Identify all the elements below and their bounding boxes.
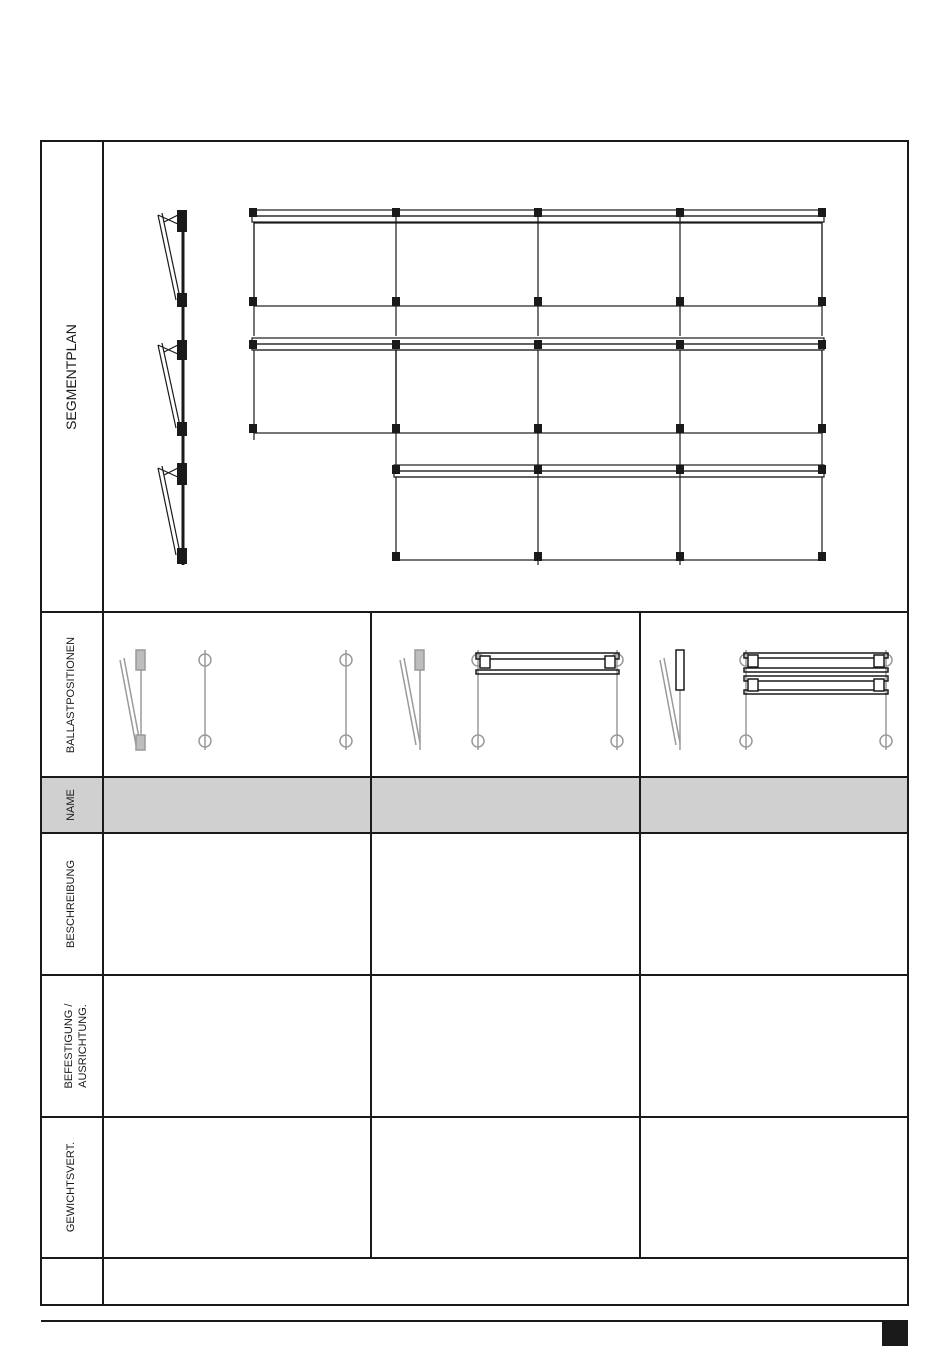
beschreibung-cell-3[interactable] bbox=[641, 834, 907, 974]
solar-array-plan-diagram bbox=[249, 208, 826, 565]
label-name: NAME bbox=[65, 789, 77, 821]
page-corner-marker bbox=[882, 1322, 908, 1346]
befestigung-cell-3[interactable] bbox=[641, 976, 907, 1116]
ballast-layout-single-icon bbox=[120, 650, 352, 750]
befestigung-cell-1[interactable] bbox=[104, 976, 370, 1116]
label-befestigung-line2: AUSRICHTUNG. bbox=[77, 1004, 89, 1088]
label-ballastpositionen: BALLASTPOSITIONEN bbox=[65, 636, 77, 754]
label-befestigung-line1: BEFESTIGUNG / bbox=[63, 1003, 75, 1089]
plan-row-3 bbox=[394, 465, 824, 565]
befestigung-cell-2[interactable] bbox=[372, 976, 639, 1116]
beschreibung-cell-2[interactable] bbox=[372, 834, 639, 974]
gewicht-cell-2[interactable] bbox=[372, 1118, 639, 1257]
ballast-layout-double-frame-icon bbox=[660, 650, 892, 750]
beschreibung-cell-1[interactable] bbox=[104, 834, 370, 974]
solar-mount-side-view-icon bbox=[158, 210, 187, 565]
gewicht-cell-3[interactable] bbox=[641, 1118, 907, 1257]
name-row-band bbox=[42, 778, 907, 832]
form-outer-border bbox=[41, 141, 908, 1305]
label-segmentplan: SEGMENTPLAN bbox=[63, 324, 79, 430]
plan-row-1 bbox=[252, 210, 824, 336]
footer-notes-cell[interactable] bbox=[104, 1259, 907, 1304]
label-beschreibung: BESCHREIBUNG bbox=[65, 859, 77, 949]
gewicht-cell-1[interactable] bbox=[104, 1118, 370, 1257]
plan-row-2 bbox=[252, 338, 824, 465]
label-gewichtsvert: GEWICHTSVERT. bbox=[65, 1141, 77, 1233]
ballast-layout-frame-icon bbox=[400, 650, 623, 750]
